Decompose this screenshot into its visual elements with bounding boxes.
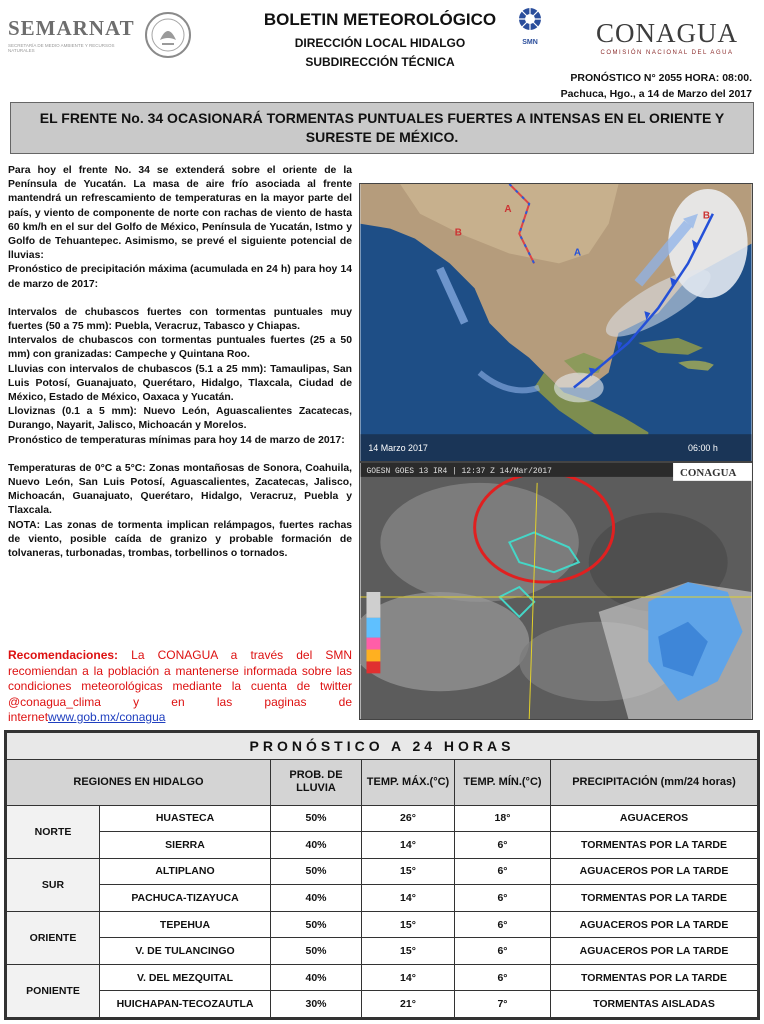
- min-temperature: 18°: [455, 805, 551, 832]
- precipitation: AGUACEROS: [551, 805, 758, 832]
- conagua-name: CONAGUA: [596, 18, 738, 48]
- table-row: [7, 964, 758, 991]
- conagua-website-link[interactable]: www.gob.mx/conagua: [48, 710, 166, 724]
- forecast-number: PRONÓSTICO N° 2055 HORA: 08:00.: [570, 72, 752, 84]
- rain-probability: 50%: [271, 938, 362, 965]
- conagua-subtitle: COMISIÓN NACIONAL DEL AGUA: [600, 50, 734, 56]
- headline-banner: EL FRENTE No. 34 OCASIONARÁ TORMENTAS PUNTUALES FUERTES A INTENSAS EN EL ORIENTE Y SURESTE DE MÉXICO.: [10, 102, 754, 154]
- min-temperature: 6°: [455, 911, 551, 938]
- max-temperature: 15°: [362, 858, 455, 885]
- bulletin-titles: [230, 10, 530, 74]
- table-row: [7, 832, 758, 859]
- precipitation: TORMENTAS AISLADAS: [551, 991, 758, 1018]
- max-temperature: 14°: [362, 832, 455, 859]
- max-temperature: 15°: [362, 938, 455, 965]
- min-temperature: 6°: [455, 964, 551, 991]
- semarnat-subtitle: SECRETARÍA DE MEDIO AMBIENTE Y RECURSOS NATURALES: [8, 43, 115, 53]
- storm-note: NOTA: Las zonas de tormenta implican relámpagos, fuertes rachas de viento, posible caída de granizo y probable formación de tolvaneras, turbonadas, trombas, torbellinos o tornados.: [8, 519, 352, 560]
- rain-probability: 50%: [271, 858, 362, 885]
- place-date: Pachuca, Hgo., a 14 de Marzo del 2017: [560, 88, 752, 100]
- zone-name: V. DEL MEZQUITAL: [100, 964, 271, 991]
- forecast-meta: [561, 70, 752, 102]
- min-temperature: 6°: [455, 832, 551, 859]
- region-name: NORTE: [7, 805, 100, 858]
- smn-label: SMN: [522, 39, 538, 46]
- forecast-text: [8, 164, 352, 561]
- zone-name: PACHUCA-TIZAYUCA: [100, 885, 271, 912]
- zone-name: SIERRA: [100, 832, 271, 859]
- zone-name: HUASTECA: [100, 805, 271, 832]
- synoptic-satellite-map: [359, 183, 753, 462]
- min-temperature: 6°: [455, 938, 551, 965]
- intro-paragraph: Para hoy el frente No. 34 se extenderá sobre el oriente de la Península de Yucatán. La masa de aire frío asociada al frente mantendrá un refrescamiento de temperaturas en la mayor parte del país, y viento de componente de norte con rachas de viento de hasta 60 km/h en el sur del Golfo de México, Península de Yucatán, Istmo y Golfo de Tehuantepec. Asimismo, se prevé el siguiente potencial de lluvias:: [8, 165, 352, 262]
- max-temperature: 15°: [362, 911, 455, 938]
- precipitation: TORMENTAS POR LA TARDE: [551, 832, 758, 859]
- column-header-probability: PROB. DE LLUVIA: [271, 759, 362, 805]
- precipitation-item: Intervalos de chubascos fuertes con tormentas puntuales muy fuertes (50 a 75 mm): Puebla, Veracruz, Tabasco y Chiapas.: [8, 306, 352, 333]
- smn-icon: [515, 6, 545, 34]
- max-temperature: 26°: [362, 805, 455, 832]
- map-date: 14 Marzo 2017: [368, 443, 428, 454]
- region-name: SUR: [7, 858, 100, 911]
- semarnat-logo: [8, 16, 135, 53]
- rain-probability: 40%: [271, 885, 362, 912]
- recommendations-heading: Recomendaciones:: [8, 648, 119, 662]
- zone-name: TEPEHUA: [100, 911, 271, 938]
- rain-probability: 40%: [271, 964, 362, 991]
- rain-probability: 30%: [271, 991, 362, 1018]
- satellite-logo: CONAGUA: [680, 466, 737, 479]
- table-row: [7, 991, 758, 1018]
- zone-name: ALTIPLANO: [100, 858, 271, 885]
- table-row: [7, 805, 758, 832]
- svg-text:B: B: [702, 210, 711, 222]
- svg-text:A: A: [573, 247, 582, 259]
- precipitation-item: Intervalos de chubascos con tormentas puntuales fuertes (25 a 50 mm) con granizadas: Campeche y Quintana Roo.: [8, 335, 352, 361]
- forecast-table: [4, 730, 760, 1020]
- table-row: [7, 938, 758, 965]
- zone-name: V. DE TULANCINGO: [100, 938, 271, 965]
- recommendations-text: La CONAGUA a través del SMN recomiendan a la población a mantenerse informada sobre las condiciones meteorológicas mediante la cuenta de twitter @conagua_clima y en las paginas de internet: [8, 648, 352, 724]
- column-header-precipitation: PRECIPITACIÓN (mm/24 horas): [551, 759, 758, 805]
- column-header-max-temp: TEMP. MÁX.(°C): [362, 759, 455, 805]
- precipitation-item: Lluvias con intervalos de chubascos (5.1 a 25 mm): Tamaulipas, San Luis Potosí, Guanajuato, Querétaro, Hidalgo, Tlaxcala, Ciudad de México, Estado de México, Oaxaca y Yucatán.: [8, 363, 352, 404]
- svg-text:A: A: [504, 203, 512, 215]
- precipitation: AGUACEROS POR LA TARDE: [551, 858, 758, 885]
- bulletin-title: BOLETIN METEOROLÓGICO: [263, 10, 497, 29]
- rain-probability: 40%: [271, 832, 362, 859]
- zone-name: HUICHAPAN-TECOZAUTLA: [100, 991, 271, 1018]
- rain-probability: 50%: [271, 911, 362, 938]
- max-temperature: 21°: [362, 991, 455, 1018]
- temperature-item: Temperaturas de 0°C a 5°C: Zonas montañosas de Sonora, Coahuila, Nuevo León, San Luis Potosí, Aguascalientes, Zacatecas, Jalisco, Michoacán, Guanajuato, Querétaro, Hidalgo, Veracruz, Puebla y Tlaxcala.: [8, 462, 352, 517]
- min-temperature: 6°: [455, 885, 551, 912]
- table-caption: PRONÓSTICO A 24 HORAS: [7, 733, 758, 760]
- table-row: [7, 858, 758, 885]
- region-name: ORIENTE: [7, 911, 100, 964]
- temperature-title: Pronóstico de temperaturas mínimas para hoy 14 de marzo de 2017:: [8, 434, 345, 446]
- table-row: [7, 885, 758, 912]
- bulletin-header: [0, 0, 764, 100]
- conagua-logo: [582, 18, 752, 56]
- column-header-region: REGIONES EN HIDALGO: [7, 759, 271, 805]
- satellite-header: GOESN GOES 13 IR4 | 12:37 Z 14/Mar/2017: [366, 466, 552, 476]
- department-name: SUBDIRECCIÓN TÉCNICA: [305, 55, 455, 69]
- precipitation-title: Pronóstico de precipitación máxima (acumulada en 24 h) para hoy 14 de marzo de 2017:: [8, 264, 352, 290]
- map-time: 06:00 h: [688, 443, 718, 454]
- column-header-min-temp: TEMP. MÍN.(°C): [455, 759, 551, 805]
- max-temperature: 14°: [362, 964, 455, 991]
- mexico-seal-icon: [143, 10, 193, 60]
- min-temperature: 6°: [455, 858, 551, 885]
- smn-logo: [512, 6, 548, 46]
- precipitation-item: Lloviznas (0.1 a 5 mm): Nuevo León, Aguascalientes Zacatecas, Durango, Nayarit, Jalisco, Michoacán y Morelos.: [8, 406, 352, 432]
- table-row: [7, 911, 758, 938]
- office-name: DIRECCIÓN LOCAL HIDALGO: [294, 36, 466, 50]
- min-temperature: 7°: [455, 991, 551, 1018]
- rain-probability: 50%: [271, 805, 362, 832]
- infrared-satellite-image: [359, 462, 753, 720]
- max-temperature: 14°: [362, 885, 455, 912]
- recommendations: [8, 648, 352, 726]
- svg-text:B: B: [454, 227, 462, 239]
- precipitation: TORMENTAS POR LA TARDE: [551, 885, 758, 912]
- semarnat-name: SEMARNAT: [8, 16, 135, 40]
- precipitation: AGUACEROS POR LA TARDE: [551, 911, 758, 938]
- precipitation: TORMENTAS POR LA TARDE: [551, 964, 758, 991]
- precipitation: AGUACEROS POR LA TARDE: [551, 938, 758, 965]
- region-name: PONIENTE: [7, 964, 100, 1017]
